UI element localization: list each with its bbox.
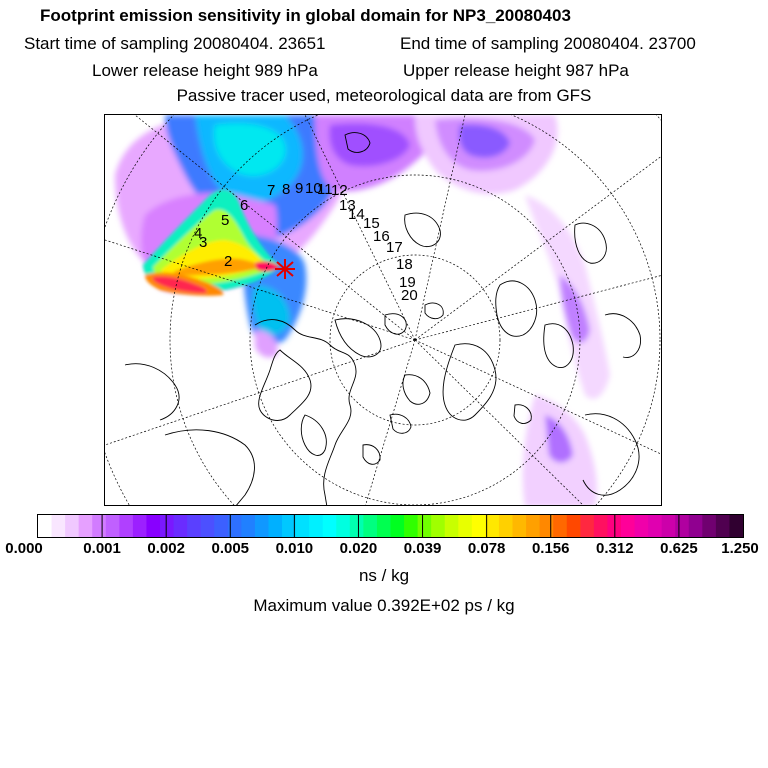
- colorbar-swatch: [675, 515, 689, 537]
- colorbar-swatch: [174, 515, 188, 537]
- colorbar-swatch: [187, 515, 201, 537]
- colorbar-swatch: [296, 515, 310, 537]
- figure-subtitle: Passive tracer used, meteorological data are from GFS: [176, 86, 592, 105]
- traj-label-3: 3: [199, 234, 208, 251]
- colorbar-swatch: [119, 515, 133, 537]
- colorbar-tick-labels: [0, 540, 768, 560]
- colorbar-swatch: [255, 515, 269, 537]
- traj-label-18: 18: [396, 256, 413, 273]
- colorbar-tick-label: 0.001: [83, 540, 121, 557]
- colorbar-swatch: [635, 515, 649, 537]
- colorbar-swatch: [309, 515, 323, 537]
- traj-label-8: 8: [282, 181, 291, 198]
- colorbar-units: ns / kg: [358, 566, 410, 585]
- colorbar-swatch: [268, 515, 282, 537]
- colorbar-tick-label: 0.156: [531, 540, 570, 557]
- colorbar-swatch: [160, 515, 174, 537]
- traj-label-12: 12: [331, 182, 348, 199]
- colorbar-tick-label: 0.312: [596, 540, 634, 557]
- colorbar-tick-label: 0.039: [403, 540, 442, 557]
- colorbar-swatch: [350, 515, 364, 537]
- colorbar-swatch: [729, 515, 743, 537]
- colorbar-swatch: [106, 515, 120, 537]
- figure-title: Footprint emission sensitivity in global domain for NP3_20080403: [40, 6, 571, 25]
- traj-label-10: 10: [305, 180, 322, 197]
- traj-label-9: 9: [295, 180, 304, 197]
- sampling-start-text: Start time of sampling 20080404. 23651: [24, 34, 326, 53]
- traj-label-14: 14: [348, 206, 365, 223]
- colorbar-swatch: [594, 515, 608, 537]
- maximum-value-text: Maximum value 0.392E+02 ps / kg: [253, 596, 515, 615]
- colorbar-swatch: [621, 515, 635, 537]
- colorbar-tick-label: 0.020: [339, 540, 378, 557]
- colorbar-swatch: [702, 515, 716, 537]
- colorbar-swatch: [580, 515, 594, 537]
- colorbar-swatch: [431, 515, 445, 537]
- colorbar-swatch: [472, 515, 486, 537]
- colorbar-swatch: [377, 515, 391, 537]
- colorbar-swatch: [214, 515, 228, 537]
- traj-label-11: 11: [317, 181, 333, 198]
- colorbar-swatch: [404, 515, 418, 537]
- traj-label-4: 4: [194, 225, 203, 242]
- colorbar-swatch: [553, 515, 567, 537]
- colorbar-swatch: [38, 515, 52, 537]
- colorbar-swatch: [241, 515, 255, 537]
- traj-label-16: 16: [373, 228, 390, 245]
- colorbar-tick-label: 0.000: [5, 540, 43, 557]
- colorbar-tick-label: 1.250: [721, 540, 759, 557]
- traj-label-5: 5: [221, 212, 230, 229]
- colorbar-swatch: [52, 515, 66, 537]
- traj-label-17: 17: [386, 239, 403, 256]
- map-panel: [104, 114, 662, 506]
- colorbar-swatch: [662, 515, 676, 537]
- colorbar-tick-label: 0.005: [211, 540, 250, 557]
- colorbar-swatch: [201, 515, 215, 537]
- colorbar-tick-label: 0.002: [147, 540, 185, 557]
- colorbar-swatch: [526, 515, 540, 537]
- release-marker: [275, 259, 295, 279]
- colorbar-tick-label: 0.625: [660, 540, 698, 557]
- traj-label-2: 2: [224, 253, 233, 270]
- traj-label-13: 13: [339, 197, 356, 214]
- release-lower-text: Lower release height 989 hPa: [92, 61, 318, 80]
- sensitivity-field: [115, 115, 610, 506]
- colorbar-swatch: [689, 515, 703, 537]
- colorbar-swatch: [363, 515, 377, 537]
- traj-label-19: 19: [399, 274, 416, 291]
- sampling-end-text: End time of sampling 20080404. 23700: [400, 34, 696, 53]
- colorbar-swatch: [133, 515, 147, 537]
- traj-label-15: 15: [363, 215, 380, 232]
- colorbar-swatch: [391, 515, 405, 537]
- colorbar-swatch: [540, 515, 554, 537]
- colorbar-swatch: [648, 515, 662, 537]
- colorbar-swatch: [323, 515, 337, 537]
- colorbar: [37, 514, 744, 538]
- traj-label-6: 6: [240, 197, 249, 214]
- colorbar-swatch: [567, 515, 581, 537]
- colorbar-swatch: [716, 515, 730, 537]
- colorbar-swatch: [485, 515, 499, 537]
- colorbar-swatch: [65, 515, 79, 537]
- colorbar-swatch: [336, 515, 350, 537]
- traj-label-20: 20: [401, 287, 418, 304]
- colorbar-swatch: [418, 515, 432, 537]
- release-upper-text: Upper release height 987 hPa: [403, 61, 629, 80]
- colorbar-tick-label: 0.010: [275, 540, 314, 557]
- traj-label-7: 7: [267, 182, 276, 199]
- colorbar-swatch: [513, 515, 527, 537]
- colorbar-swatch: [79, 515, 93, 537]
- colorbar-swatch: [458, 515, 472, 537]
- colorbar-swatch: [499, 515, 513, 537]
- colorbar-tick-label: 0.078: [467, 540, 506, 557]
- colorbar-swatch: [146, 515, 160, 537]
- polar-map: [105, 115, 662, 506]
- colorbar-swatch: [92, 515, 106, 537]
- colorbar-swatch: [445, 515, 459, 537]
